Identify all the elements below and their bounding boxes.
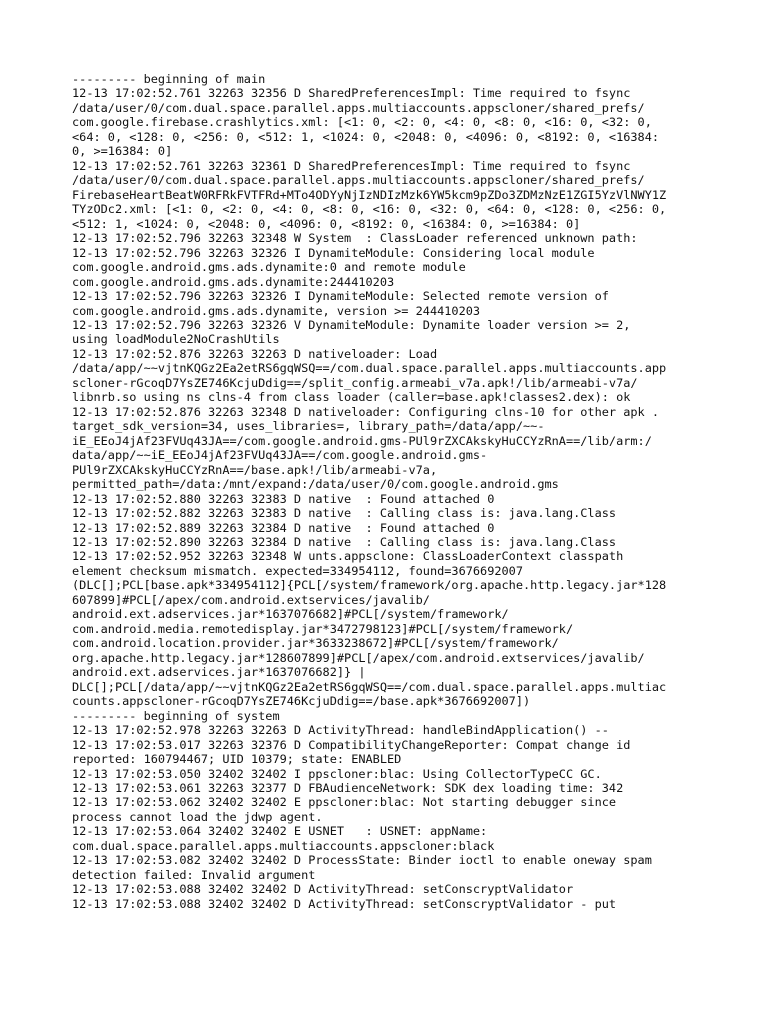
log-line: 12-13 17:02:52.882 32263 32383 D native : Calling class is: java.lang.Class	[72, 506, 617, 521]
log-line: scloner-rGcoqD7YsZE746KcjuDdig==/split_config.armeabi_v7a.apk!/lib/armeabi-v7a/	[72, 375, 638, 390]
log-line: PUl9rZXCAkskyHuCCYzRnA==/base.apk!/lib/armeabi-v7a,	[72, 462, 438, 477]
log-line: 12-13 17:02:52.876 32263 32348 D nativeloader: Configuring clns-10 for other apk .	[72, 404, 660, 419]
log-line: com.android.media.remotedisplay.jar*3472798123]#PCL[/system/framework/	[72, 621, 574, 636]
log-line: libnrb.so using ns clns-4 from class loader (caller=base.apk!classes2.dex): ok	[72, 390, 631, 405]
log-line: com.google.android.gms.ads.dynamite:244410203	[72, 274, 395, 289]
log-line: 12-13 17:02:52.890 32263 32384 D native : Calling class is: java.lang.Class	[72, 535, 617, 549]
log-line: android.ext.adservices.jar*1637076682]} |	[72, 665, 366, 680]
log-line: TYzODc2.xml: [<1: 0, <2: 0, <4: 0, <8: 0, <16: 0, <32: 0, <64: 0, <128: 0, <256: 0,	[72, 202, 667, 217]
log-line: 12-13 17:02:53.061 32263 32377 D FBAudienceNetwork: SDK dex loading time: 342	[72, 780, 624, 795]
log-line: <512: 1, <1024: 0, <2048: 0, <4096: 0, <8192: 0, <16384: 0, >=16384: 0]	[72, 216, 581, 231]
log-line: 12-13 17:02:52.880 32263 32383 D native : Found attached 0	[72, 491, 495, 506]
log-line: permitted_path=/data:/mnt/expand:/data/user/0/com.google.android.gms	[72, 477, 559, 492]
log-line: com.google.firebase.crashlytics.xml: [<1: 0, <2: 0, <4: 0, <8: 0, <16: 0, <32: 0,	[72, 115, 652, 130]
log-line: detection failed: Invalid argument	[72, 867, 316, 882]
log-line: /data/user/0/com.dual.space.parallel.apps.multiaccounts.appscloner/shared_prefs/	[72, 100, 645, 115]
log-line: com.android.location.provider.jar*3633238672]#PCL[/system/framework/	[72, 636, 559, 651]
log-line: 12-13 17:02:52.876 32263 32263 D nativeloader: Load	[72, 346, 438, 361]
log-line: org.apache.http.legacy.jar*128607899]#PCL[/apex/com.android.extservices/javalib/	[72, 650, 645, 665]
log-line: 12-13 17:02:52.761 32263 32361 D SharedPreferencesImpl: Time required to fsync	[72, 158, 631, 173]
log-line: target_sdk_version=34, uses_libraries=, library_path=/data/app/~~-	[72, 419, 545, 434]
log-line: 12-13 17:02:52.796 32263 32348 W System : ClassLoader referenced unknown path:	[72, 231, 638, 246]
log-line: --------- beginning of main	[72, 72, 266, 86]
log-line: com.google.android.gms.ads.dynamite, version >= 244410203	[72, 303, 481, 318]
log-line: 12-13 17:02:53.082 32402 32402 D ProcessState: Binder ioctl to enable oneway spam	[72, 853, 652, 868]
log-line: element checksum mismatch. expected=334954112, found=3676692007	[72, 563, 524, 578]
log-line: 12-13 17:02:53.088 32402 32402 D ActivityThread: setConscryptValidator	[72, 882, 574, 897]
log-line: 12-13 17:02:52.978 32263 32263 D ActivityThread: handleBindApplication() --	[72, 723, 609, 738]
log-line: 12-13 17:02:52.761 32263 32356 D SharedPreferencesImpl: Time required to fsync	[72, 86, 631, 101]
log-document	[72, 72, 696, 911]
log-line: 12-13 17:02:52.796 32263 32326 I DynamiteModule: Selected remote version of	[72, 289, 609, 304]
log-line: 12-13 17:02:53.017 32263 32376 D CompatibilityChangeReporter: Compat change id	[72, 737, 631, 752]
log-line: <64: 0, <128: 0, <256: 0, <512: 1, <1024: 0, <2048: 0, <4096: 0, <8192: 0, <16384:	[72, 129, 660, 144]
log-line: 12-13 17:02:53.064 32402 32402 E USNET : USNET: appName:	[72, 824, 488, 839]
log-line: 0, >=16384: 0]	[72, 144, 173, 159]
log-line: android.ext.adservices.jar*1637076682]#PCL[/system/framework/	[72, 607, 509, 622]
log-line: 12-13 17:02:53.062 32402 32402 E ppscloner:blac: Not starting debugger since	[72, 795, 617, 810]
log-line: using loadModule2NoCrashUtils	[72, 332, 280, 347]
log-line: 607899]#PCL[/apex/com.android.extservices/javalib/	[72, 592, 430, 607]
log-line: counts.appscloner-rGcoqD7YsZE746KcjuDdig==/base.apk*3676692007])	[72, 694, 531, 709]
log-line: --------- beginning of system	[72, 708, 280, 723]
log-line: /data/app/~~vjtnKQGz2Ea2etRS6gqWSQ==/com.dual.space.parallel.apps.multiaccounts.app	[72, 361, 667, 376]
log-line: DLC[];PCL[/data/app/~~vjtnKQGz2Ea2etRS6gqWSQ==/com.dual.space.parallel.apps.multiac	[72, 679, 667, 694]
log-line: process cannot load the jdwp agent.	[72, 809, 323, 824]
log-line: reported: 160794467; UID 10379; state: ENABLED	[72, 752, 402, 767]
log-line: (DLC[];PCL[base.apk*334954112]{PCL[/system/framework/org.apache.http.legacy.jar*128	[72, 578, 667, 593]
log-line: FirebaseHeartBeatW0RFRkFVTFRd+MTo4ODYyNjIzNDIzMzk6YW5kcm9pZDo3ZDMzNzE1ZGI5YzVlNWY1Z	[72, 187, 667, 202]
log-line: 12-13 17:02:53.088 32402 32402 D ActivityThread: setConscryptValidator - put	[72, 896, 617, 911]
log-line: 12-13 17:02:52.889 32263 32384 D native : Found attached 0	[72, 520, 495, 535]
log-line: 12-13 17:02:53.050 32402 32402 I ppscloner:blac: Using CollectorTypeCC GC.	[72, 766, 602, 781]
log-line: 12-13 17:02:52.796 32263 32326 V DynamiteModule: Dynamite loader version >= 2,	[72, 317, 631, 332]
log-line: 12-13 17:02:52.796 32263 32326 I DynamiteModule: Considering local module	[72, 245, 595, 260]
log-line: /data/user/0/com.dual.space.parallel.apps.multiaccounts.appscloner/shared_prefs/	[72, 173, 645, 188]
log-line: com.google.android.gms.ads.dynamite:0 and remote module	[72, 260, 466, 275]
log-line: data/app/~~iE_EEoJ4jAf23FVUq43JA==/com.google.android.gms-	[72, 448, 488, 463]
log-line: iE_EEoJ4jAf23FVUq43JA==/com.google.android.gms-PUl9rZXCAkskyHuCCYzRnA==/lib/arm:/	[72, 433, 652, 448]
log-line: com.dual.space.parallel.apps.multiaccounts.appscloner:black	[72, 838, 495, 853]
log-line: 12-13 17:02:52.952 32263 32348 W unts.appsclone: ClassLoaderContext classpath	[72, 549, 624, 564]
